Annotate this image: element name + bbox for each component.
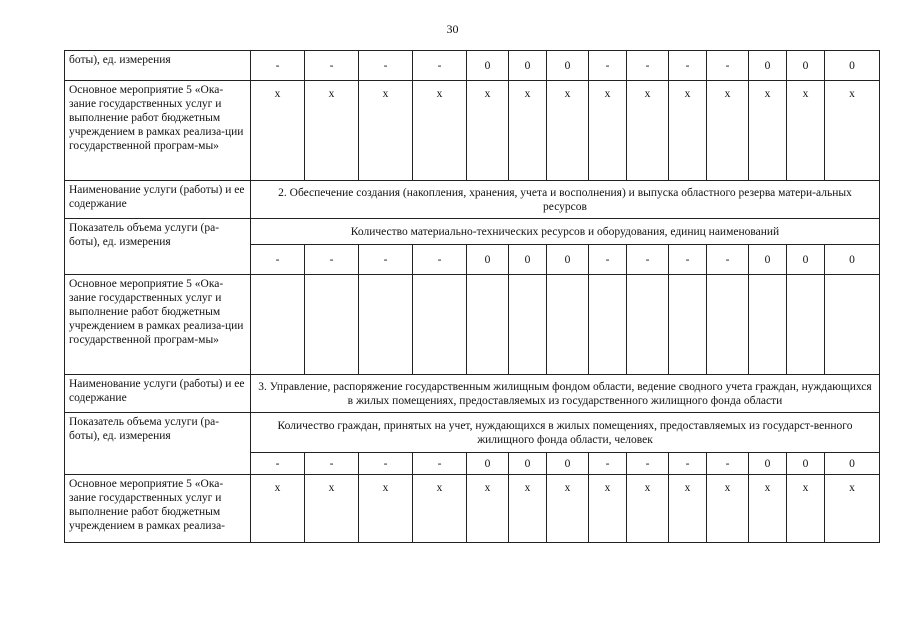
- value-cell: -: [627, 51, 669, 81]
- value-cell: 0: [547, 245, 589, 275]
- row-label: Показатель объема услуги (ра-боты), ед. измерения: [65, 219, 251, 275]
- value-cell: -: [413, 51, 467, 81]
- value-cell: [305, 275, 359, 375]
- value-cell: х: [825, 81, 880, 181]
- value-cell: [359, 275, 413, 375]
- value-cell: 0: [509, 453, 547, 475]
- row-label: Показатель объема услуги (ра-боты), ед. измерения: [65, 413, 251, 475]
- value-cell: х: [627, 475, 669, 543]
- value-cell: -: [707, 245, 749, 275]
- table-row: [65, 51, 880, 81]
- value-cell: [589, 275, 627, 375]
- row-label: Основное мероприятие 5 «Ока-зание государственных услуг и выполнение работ бюджетным учреждением в рамках реализа-ции государственной програм-мы»: [65, 81, 251, 181]
- row-label: Наименование услуги (работы) и ее содержание: [65, 375, 251, 413]
- value-cell: х: [749, 475, 787, 543]
- value-cell: -: [589, 245, 627, 275]
- value-cell: -: [669, 245, 707, 275]
- table-row: [65, 275, 880, 375]
- value-cell: х: [669, 475, 707, 543]
- value-cell: х: [467, 475, 509, 543]
- value-cell: 0: [467, 453, 509, 475]
- value-cell: -: [669, 453, 707, 475]
- value-cell: 0: [787, 245, 825, 275]
- value-cell: х: [669, 81, 707, 181]
- service-row: [65, 375, 880, 413]
- value-cell: -: [707, 51, 749, 81]
- value-cell: -: [359, 453, 413, 475]
- value-cell: [251, 275, 305, 375]
- value-cell: -: [359, 51, 413, 81]
- value-cell: [467, 275, 509, 375]
- value-cell: [707, 275, 749, 375]
- value-cell: 0: [825, 245, 880, 275]
- value-cell: -: [707, 453, 749, 475]
- value-cell: х: [305, 475, 359, 543]
- value-cell: х: [359, 475, 413, 543]
- row-label: боты), ед. измерения: [65, 51, 251, 81]
- value-cell: х: [251, 81, 305, 181]
- indicator-description: Количество граждан, принятых на учет, нуждающихся в жилых помещениях, предоставляемых из государст-венного жилищного фонда области, человек: [251, 413, 880, 453]
- value-cell: 0: [749, 245, 787, 275]
- value-cell: -: [305, 51, 359, 81]
- value-cell: -: [305, 245, 359, 275]
- value-cell: 0: [467, 245, 509, 275]
- value-cell: х: [359, 81, 413, 181]
- value-cell: х: [509, 475, 547, 543]
- value-cell: х: [707, 81, 749, 181]
- value-cell: х: [749, 81, 787, 181]
- value-cell: [627, 275, 669, 375]
- service-description: 2. Обеспечение создания (накопления, хранения, учета и восполнения) и выпуска областного резерва матери-альных ресурсов: [251, 181, 880, 219]
- value-cell: [787, 275, 825, 375]
- value-cell: х: [547, 81, 589, 181]
- value-cell: -: [251, 51, 305, 81]
- value-cell: х: [251, 475, 305, 543]
- value-cell: [509, 275, 547, 375]
- value-cell: -: [627, 453, 669, 475]
- value-cell: х: [589, 81, 627, 181]
- value-cell: х: [467, 81, 509, 181]
- table-row: [65, 475, 880, 543]
- indicator-row: [65, 219, 880, 245]
- program-table: [64, 50, 880, 543]
- value-cell: х: [413, 81, 467, 181]
- value-cell: -: [589, 51, 627, 81]
- service-row: [65, 181, 880, 219]
- page-number: 30: [446, 22, 459, 36]
- value-cell: [825, 275, 880, 375]
- value-cell: х: [547, 475, 589, 543]
- value-cell: х: [589, 475, 627, 543]
- value-cell: х: [305, 81, 359, 181]
- row-label: Основное мероприятие 5 «Ока-зание государственных услуг и выполнение работ бюджетным учреждением в рамках реализа-: [65, 475, 251, 543]
- value-cell: х: [787, 81, 825, 181]
- value-cell: -: [305, 453, 359, 475]
- value-cell: 0: [787, 453, 825, 475]
- value-cell: [413, 275, 467, 375]
- value-cell: 0: [749, 51, 787, 81]
- table-row: [65, 81, 880, 181]
- value-cell: -: [589, 453, 627, 475]
- value-cell: [669, 275, 707, 375]
- value-cell: 0: [547, 51, 589, 81]
- value-cell: -: [359, 245, 413, 275]
- value-cell: -: [413, 453, 467, 475]
- value-cell: -: [251, 453, 305, 475]
- value-cell: х: [825, 475, 880, 543]
- row-label: Основное мероприятие 5 «Ока-зание государственных услуг и выполнение работ бюджетным учреждением в рамках реализа-ции государственной програм-мы»: [65, 275, 251, 375]
- value-cell: -: [413, 245, 467, 275]
- value-cell: х: [627, 81, 669, 181]
- indicator-description: Количество материально-технических ресурсов и оборудования, единиц наименований: [251, 219, 880, 245]
- value-cell: 0: [749, 453, 787, 475]
- value-cell: х: [413, 475, 467, 543]
- value-cell: 0: [787, 51, 825, 81]
- value-cell: х: [509, 81, 547, 181]
- value-cell: 0: [467, 51, 509, 81]
- value-cell: 0: [825, 453, 880, 475]
- value-cell: [749, 275, 787, 375]
- row-label: Наименование услуги (работы) и ее содержание: [65, 181, 251, 219]
- value-cell: 0: [509, 245, 547, 275]
- value-cell: -: [669, 51, 707, 81]
- value-cell: -: [627, 245, 669, 275]
- value-cell: х: [787, 475, 825, 543]
- value-cell: [547, 275, 589, 375]
- indicator-row: [65, 413, 880, 453]
- value-cell: 0: [825, 51, 880, 81]
- service-description: 3. Управление, распоряжение государственным жилищным фондом области, ведение сводного учета граждан, нуждающихся в жилых помещениях, предоставляемых из государственного жилищного фонда области: [251, 375, 880, 413]
- value-cell: 0: [547, 453, 589, 475]
- value-cell: 0: [509, 51, 547, 81]
- value-cell: х: [707, 475, 749, 543]
- value-cell: -: [251, 245, 305, 275]
